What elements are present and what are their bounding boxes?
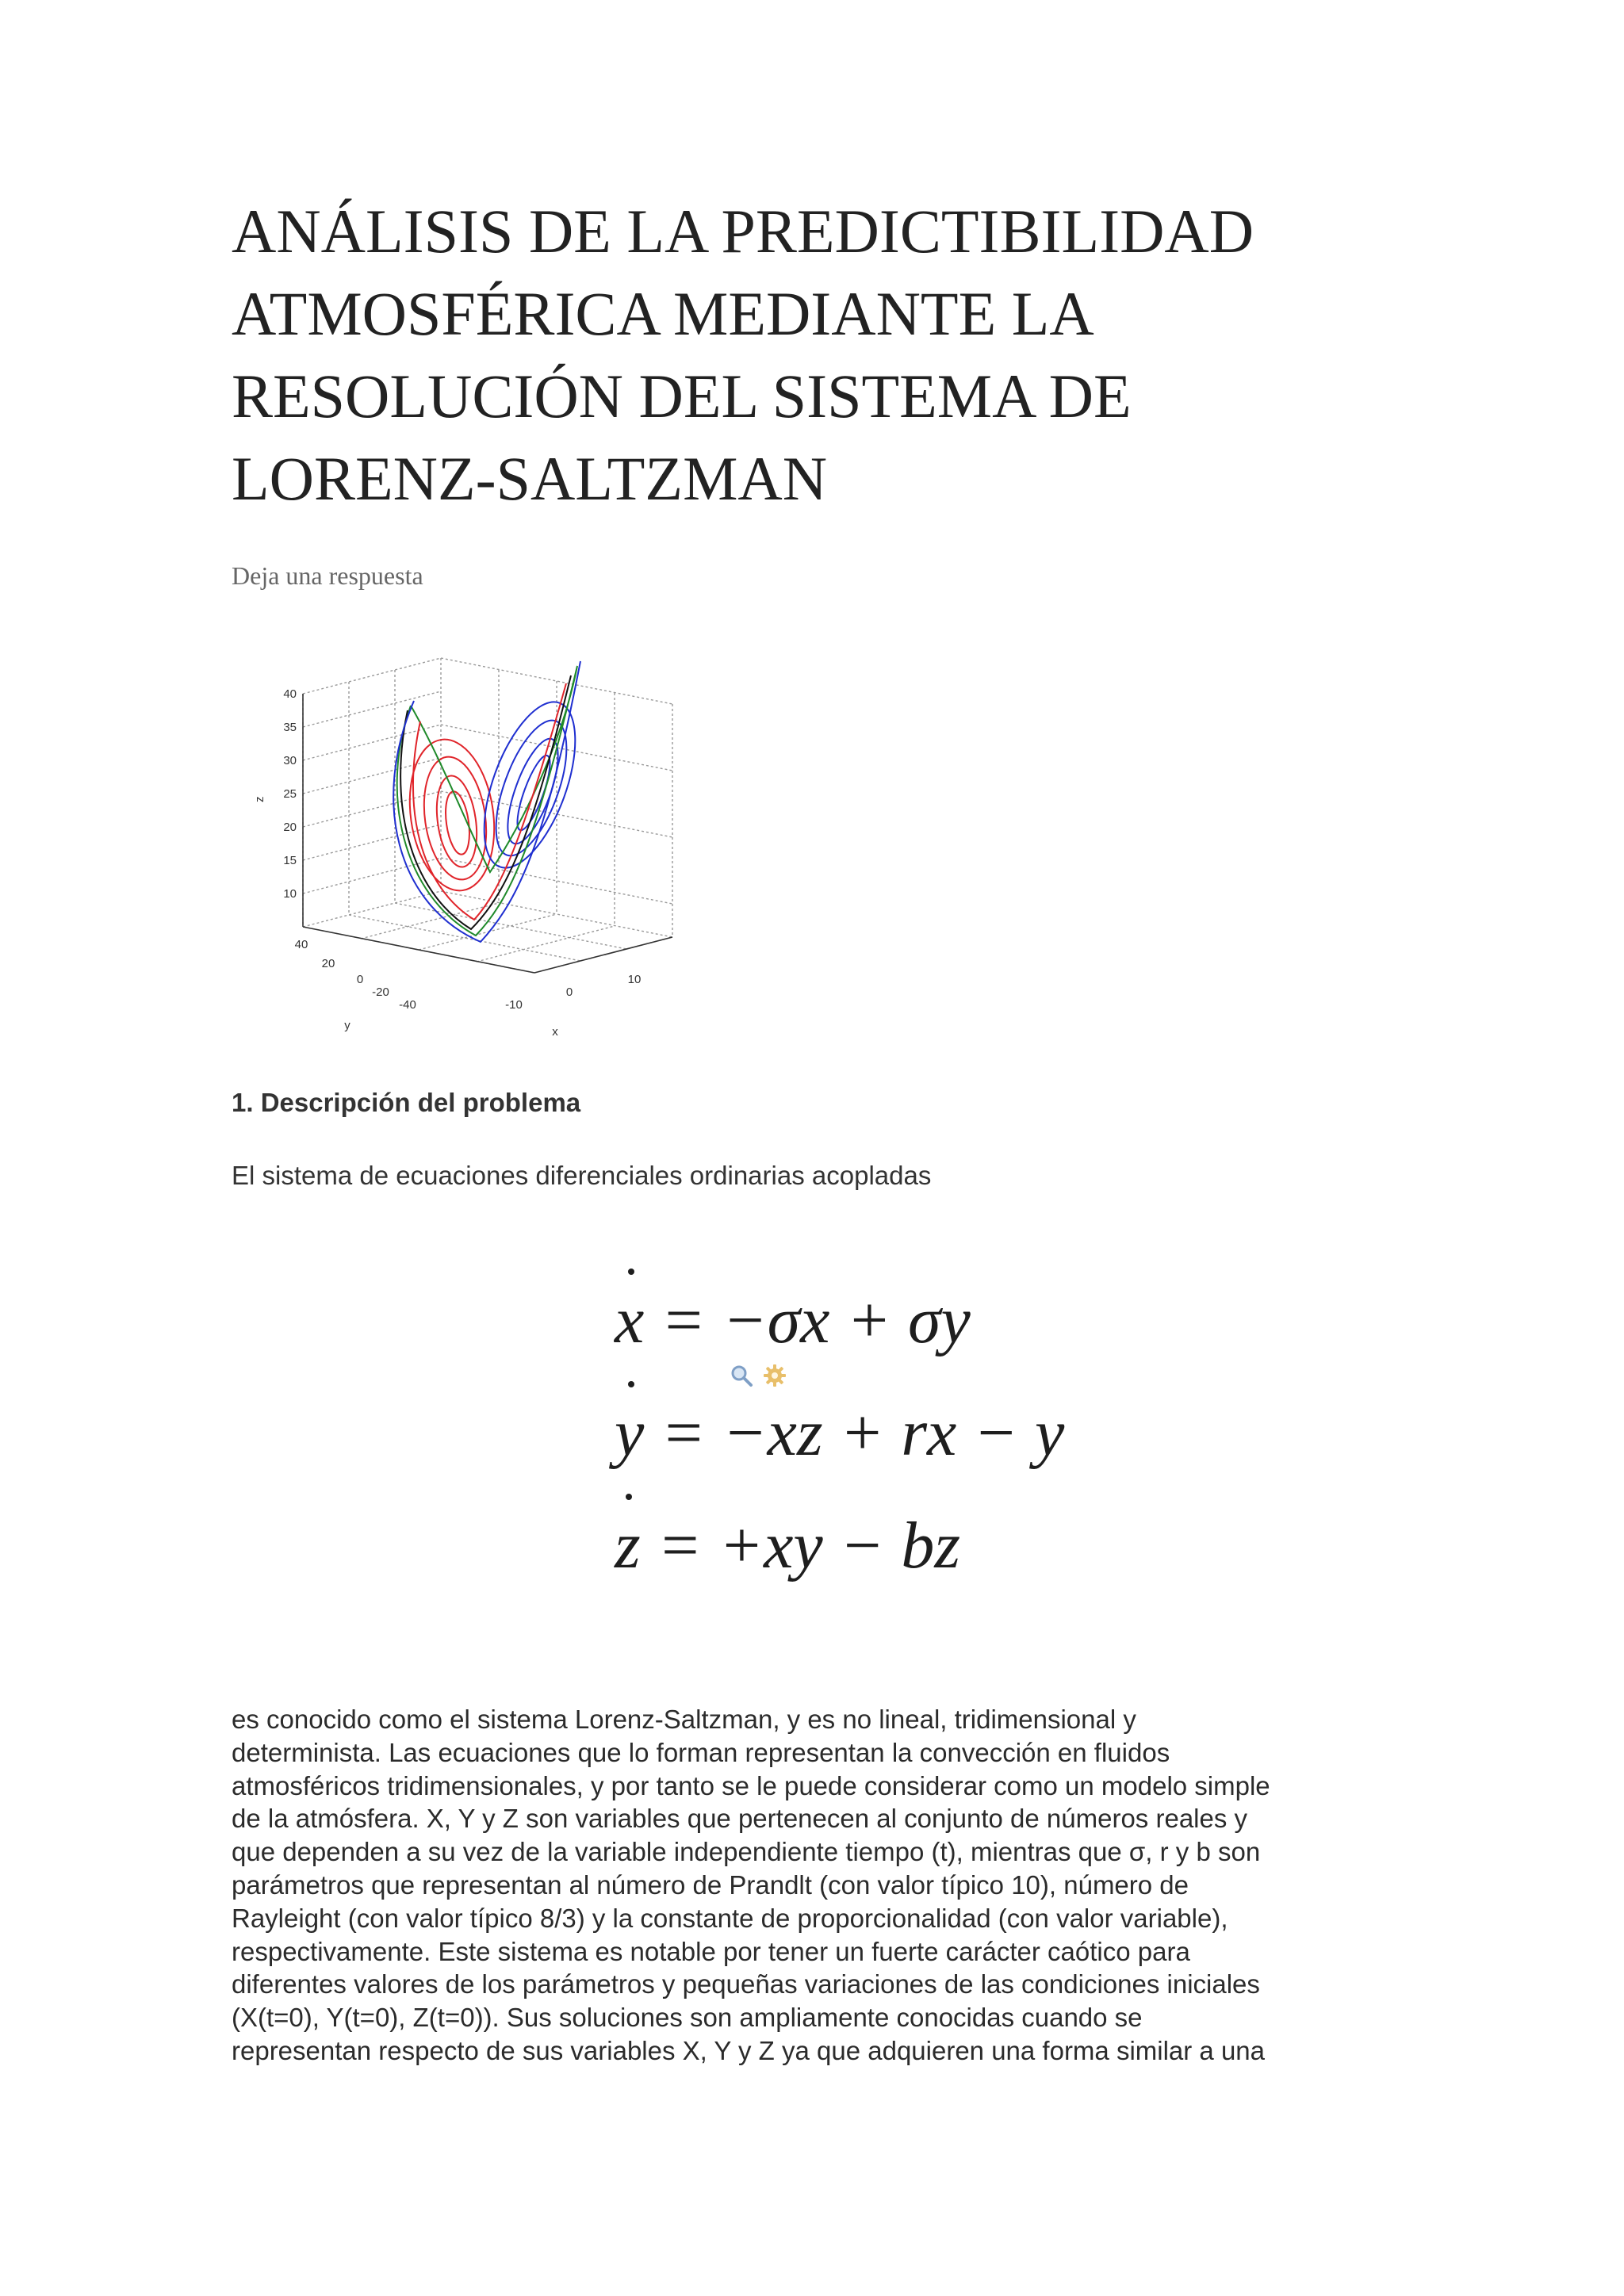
equation-z <box>615 1490 1090 1602</box>
body-line: Rayleight (con valor típico 8/3) y la constante de proporcionalidad (con valor variable), <box>232 1903 1228 1933</box>
title-line: RESOLUCIÓN DEL SISTEMA DE <box>232 362 1132 430</box>
z-tick-label: 15 <box>283 854 297 867</box>
title-line: LORENZ-SALTZMAN <box>232 444 828 513</box>
lorenz-equations <box>615 1265 1090 1602</box>
equation-rhs: = −xz + rx − y <box>644 1396 1065 1470</box>
equation-rhs: = +xy − bz <box>640 1509 961 1582</box>
body-line: que dependen a su vez de la variable independiente tiempo (t), mientras que σ, r y b son <box>232 1837 1261 1867</box>
y-axis-label: y <box>344 1019 350 1032</box>
equation-rhs: = −σx + σy <box>644 1284 971 1357</box>
body-line: atmosféricos tridimensionales, y por tanto se le puede considerar como un modelo simple <box>232 1770 1270 1800</box>
section-heading: 1. Descripción del problema <box>232 1088 581 1117</box>
body-line: parámetros que representan al número de Prandlt (con valor típico 10), número de <box>232 1869 1189 1900</box>
x-axis-label: x <box>552 1025 558 1039</box>
article-title <box>232 190 1405 520</box>
image-tools <box>730 1364 787 1387</box>
z-tick-label: 40 <box>283 687 297 701</box>
equation-x <box>615 1265 1090 1377</box>
magnifier-icon[interactable] <box>730 1364 753 1387</box>
body-line: de la atmósfera. X, Y y Z son variables que pertenecen al conjunto de números reales y <box>232 1804 1248 1834</box>
body-line: es conocido como el sistema Lorenz-Saltzman, y es no lineal, tridimensional y <box>232 1705 1136 1734</box>
title-line: ANÁLISIS DE LA PREDICTIBILIDAD <box>232 197 1254 266</box>
body-line: determinista. Las ecuaciones que lo forman representan la convección en fluidos <box>232 1737 1170 1767</box>
z-tick-label: 20 <box>283 821 297 834</box>
equation-lhs: y <box>615 1377 644 1490</box>
gear-icon[interactable] <box>763 1364 787 1387</box>
x-tick-label: -10 <box>505 998 523 1012</box>
equation-y <box>615 1377 1090 1490</box>
equation-lhs: x <box>615 1265 644 1377</box>
y-tick-label: -40 <box>399 998 416 1012</box>
z-axis-label: z <box>253 796 266 802</box>
x-tick-label: 0 <box>565 985 573 999</box>
y-tick-label: 40 <box>294 938 308 951</box>
y-tick-label: -20 <box>372 985 389 999</box>
x-tick-label: 10 <box>627 973 642 986</box>
z-tick-label: 30 <box>283 754 297 767</box>
y-tick-label: 0 <box>356 973 364 986</box>
y-tick-label: 20 <box>321 957 335 970</box>
z-tick-label: 25 <box>283 787 297 801</box>
reply-link[interactable]: Deja una respuesta <box>232 561 423 590</box>
lorenz-attractor-plot <box>252 634 696 1047</box>
intro-paragraph: El sistema de ecuaciones diferenciales ordinarias acopladas <box>232 1161 932 1190</box>
body-line: (X(t=0), Y(t=0), Z(t=0)). Sus soluciones son ampliamente conocidas cuando se <box>232 2003 1143 2033</box>
equation-lhs: z <box>615 1490 641 1602</box>
body-line: respectivamente. Este sistema es notable por tener un fuerte carácter caótico para <box>232 1936 1190 1966</box>
z-tick-label: 10 <box>283 887 297 901</box>
z-tick-label: 35 <box>283 721 297 734</box>
title-line: ATMOSFÉRICA MEDIANTE LA <box>232 279 1094 348</box>
lorenz-attractor-figure <box>252 634 696 1047</box>
body-paragraph <box>232 1703 1397 2068</box>
body-line: diferentes valores de los parámetros y pequeñas variaciones de las condiciones iniciales <box>232 1969 1260 1999</box>
body-line: representan respecto de sus variables X, Y y Z ya que adquieren una forma similar a una <box>232 2035 1266 2065</box>
